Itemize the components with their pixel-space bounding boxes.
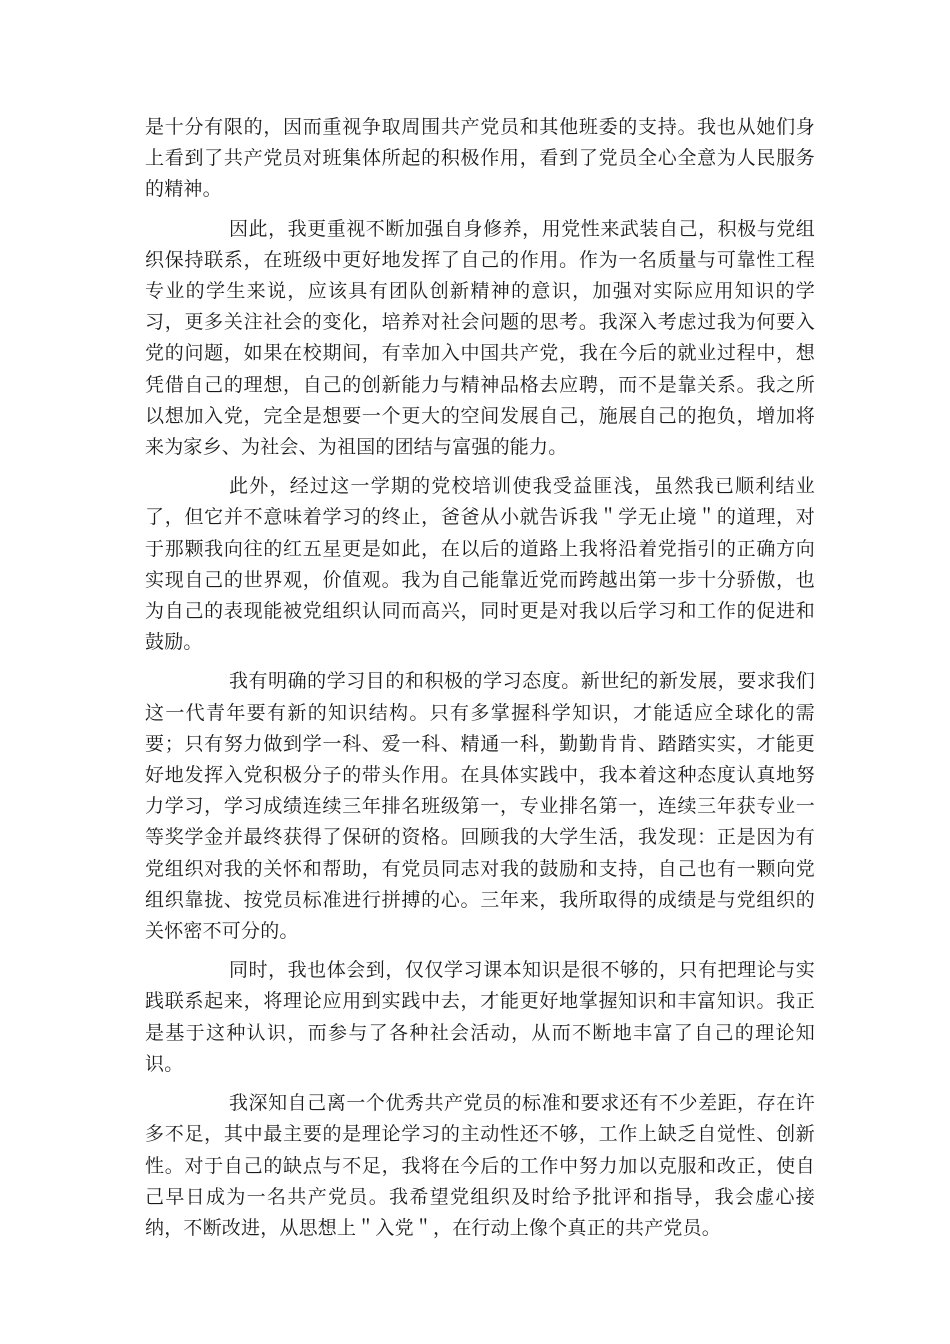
paragraph-5: 同时，我也体会到，仅仅学习课本知识是很不够的，只有把理论与实践联系起来，将理论应用到实践中去，才能更好地掌握知识和丰富知识。我正是基于这种认识，而参与了各种社会活动，从而不断地丰富了自己的理论知识。 <box>145 959 815 1075</box>
paragraph-2: 因此，我更重视不断加强自身修养，用党性来武装自己，积极与党组织保持联系，在班级中更好地发挥了自己的作用。作为一名质量与可靠性工程专业的学生来说，应该具有团队创新精神的意识，加强对实际应用知识的学习，更多关注社会的变化，培养对社会问题的思考。我深入考虑过我为何要入党的问题，如果在校期间，有幸加入中国共产党，我在今后的就业过程中，想凭借自己的理想，自己的创新能力与精神品格去应聘，而不是靠关系。我之所以想加入党，完全是想要一个更大的空间发展自己，施展自己的抱负，增加将来为家乡、为社会、为祖国的团结与富强的能力。 <box>145 217 815 459</box>
paragraph-6: 我深知自己离一个优秀共产党员的标准和要求还有不少差距，存在许多不足，其中最主要的是理论学习的主动性还不够，工作上缺乏自觉性、创新性。对于自己的缺点与不足，我将在今后的工作中努力加以克服和改正，使自己早日成为一名共产党员。我希望党组织及时给予批评和指导，我会虚心接纳，不断改进，从思想上＂入党＂，在行动上像个真正的共产党员。 <box>145 1092 815 1239</box>
paragraph-4: 我有明确的学习目的和积极的学习态度。新世纪的新发展，要求我们这一代青年要有新的知识结构。只有多掌握科学知识，才能适应全球化的需要；只有努力做到学一科、爱一科、精通一科，勤勤肯肯、踏踏实实，才能更好地发挥入党积极分子的带头作用。在具体实践中，我本着这种态度认真地努力学习，学习成绩连续三年排名班级第一，专业排名第一，连续三年获专业一等奖学金并最终获得了保研的资格。回顾我的大学生活，我发现：正是因为有党组织对我的关怀和帮助，有党员同志对我的鼓励和支持，自己也有一颗向党组织靠拢、按党员标准进行拼搏的心。三年来，我所取得的成绩是与党组织的关怀密不可分的。 <box>145 670 815 943</box>
document-body <box>145 112 815 1252</box>
paragraph-3: 此外，经过这一学期的党校培训使我受益匪浅，虽然我已顺利结业了，但它并不意味着学习的终止，爸爸从小就告诉我＂学无止境＂的道理，对于那颗我向往的红五星更是如此，在以后的道路上我将沿着党指引的正确方向实现自己的世界观，价值观。我为自己能靠近党而跨越出第一步十分骄傲，也为自己的表现能被党组织认同而高兴，同时更是对我以后学习和工作的促进和鼓励。 <box>145 475 815 654</box>
paragraph-1: 是十分有限的，因而重视争取周围共产党员和其他班委的支持。我也从她们身上看到了共产党员对班集体所起的积极作用，看到了党员全心全意为人民服务的精神。 <box>145 116 815 201</box>
